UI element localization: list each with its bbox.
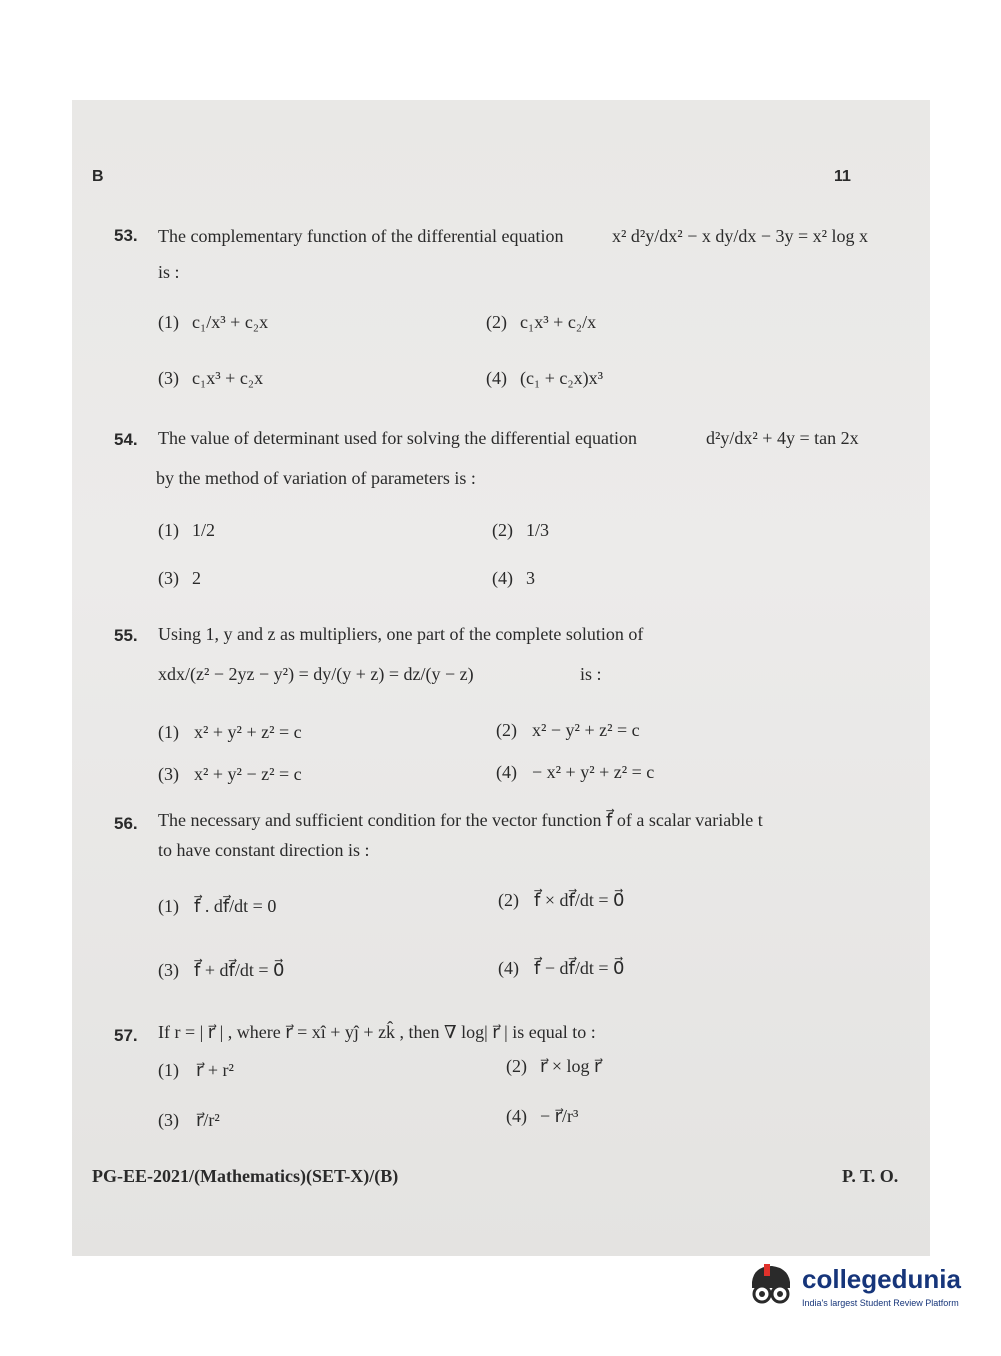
q54-option-1-label: (1) <box>158 520 179 540</box>
q55-option-2-label: (2) <box>496 720 517 740</box>
question-55-text-cont: is : <box>580 664 602 684</box>
q56-option-2-text: f⃗ × df⃗/dt = 0⃗ <box>534 890 625 910</box>
question-53-text-cont: is : <box>158 262 180 282</box>
question-54-text-cont: by the method of variation of parameters is : <box>156 468 476 488</box>
q56-option-3-text: f⃗ + df⃗/dt = 0⃗ <box>194 960 285 980</box>
question-53-text: The complementary function of the differential equation <box>158 226 564 246</box>
q53-option-3-label: (3) <box>158 368 179 388</box>
collegedunia-logo <box>744 1262 974 1318</box>
q57-option-3-label: (3) <box>158 1110 179 1130</box>
logo-tagline: India's largest Student Review Platform <box>802 1298 959 1308</box>
q57-option-1-label: (1) <box>158 1060 179 1080</box>
question-55-equation: xdx/(z² − 2yz − y²) = dy/(y + z) = dz/(y − z) <box>158 664 474 684</box>
question-57-text: If r = | r⃗ | , where r⃗ = xî + yĵ + zk̂ , then ∇ log| r⃗ | is equal to : <box>158 1022 596 1042</box>
question-56-number: 56. <box>114 814 138 833</box>
q54-option-4-label: (4) <box>492 568 513 588</box>
q56-option-3-label: (3) <box>158 960 179 980</box>
q54-option-2-label: (2) <box>492 520 513 540</box>
q54-option-4-text: 3 <box>526 568 535 588</box>
q55-option-2-text: x² − y² + z² = c <box>532 720 640 740</box>
question-56-text: The necessary and sufficient condition for the vector function f⃗ of a scalar variable t <box>158 810 763 830</box>
question-53-equation: x² d²y/dx² − x dy/dx − 3y = x² log x <box>612 226 869 246</box>
question-54-text: The value of determinant used for solving the differential equation <box>158 428 638 448</box>
q56-option-4-text: f⃗ − df⃗/dt = 0⃗ <box>534 958 625 978</box>
q53-option-2-text: c₁x³ + c₂/x <box>520 312 597 332</box>
q55-option-4-text: − x² + y² + z² = c <box>532 762 655 782</box>
logo-wordmark: collegedunia <box>802 1264 961 1294</box>
question-55-text: Using 1, y and z as multipliers, one part of the complete solution of <box>158 624 644 644</box>
question-54-number: 54. <box>114 430 138 449</box>
q55-option-3-text: x² + y² − z² = c <box>194 764 302 784</box>
q55-option-1-text: x² + y² + z² = c <box>194 722 302 742</box>
q57-option-4-text: − r⃗/r³ <box>540 1106 579 1126</box>
question-53-number: 53. <box>114 226 138 245</box>
q57-option-2-label: (2) <box>506 1056 527 1076</box>
q55-option-3-label: (3) <box>158 764 179 784</box>
q56-option-4-label: (4) <box>498 958 519 978</box>
question-55-number: 55. <box>114 626 138 645</box>
question-56-text-cont: to have constant direction is : <box>158 840 370 860</box>
q57-option-4-label: (4) <box>506 1106 527 1126</box>
q53-option-2-label: (2) <box>486 312 507 332</box>
q57-option-2-text: r⃗ × log r⃗ <box>540 1056 602 1076</box>
q55-option-1-label: (1) <box>158 722 179 742</box>
q53-option-1-text: c₁/x³ + c₂x <box>192 312 269 332</box>
page-number: 11 <box>834 168 851 185</box>
q54-option-1-text: 1/2 <box>192 520 216 540</box>
question-57-number: 57. <box>114 1026 138 1045</box>
q56-option-1-label: (1) <box>158 896 179 916</box>
q53-option-4-label: (4) <box>486 368 507 388</box>
q53-option-1-label: (1) <box>158 312 179 332</box>
pto-label: P. T. O. <box>842 1166 899 1186</box>
set-letter: B <box>92 168 104 185</box>
q53-option-4-text: (c₁ + c₂x)x³ <box>520 368 604 388</box>
question-54-equation: d²y/dx² + 4y = tan 2x <box>706 428 859 448</box>
q57-option-1-text: r⃗ + r² <box>196 1060 234 1080</box>
q56-option-2-label: (2) <box>498 890 519 910</box>
q57-option-3-text: r⃗/r² <box>196 1110 220 1130</box>
q53-option-3-text: c₁x³ + c₂x <box>192 368 264 388</box>
q54-option-3-text: 2 <box>192 568 201 588</box>
q55-option-4-label: (4) <box>496 762 517 782</box>
q56-option-1-text: f⃗ . df⃗/dt = 0 <box>194 896 277 916</box>
paper-code: PG-EE-2021/(Mathematics)(SET-X)/(B) <box>92 1166 399 1186</box>
q54-option-2-text: 1/3 <box>526 520 550 540</box>
q54-option-3-label: (3) <box>158 568 179 588</box>
mascot-icon <box>744 1262 796 1314</box>
